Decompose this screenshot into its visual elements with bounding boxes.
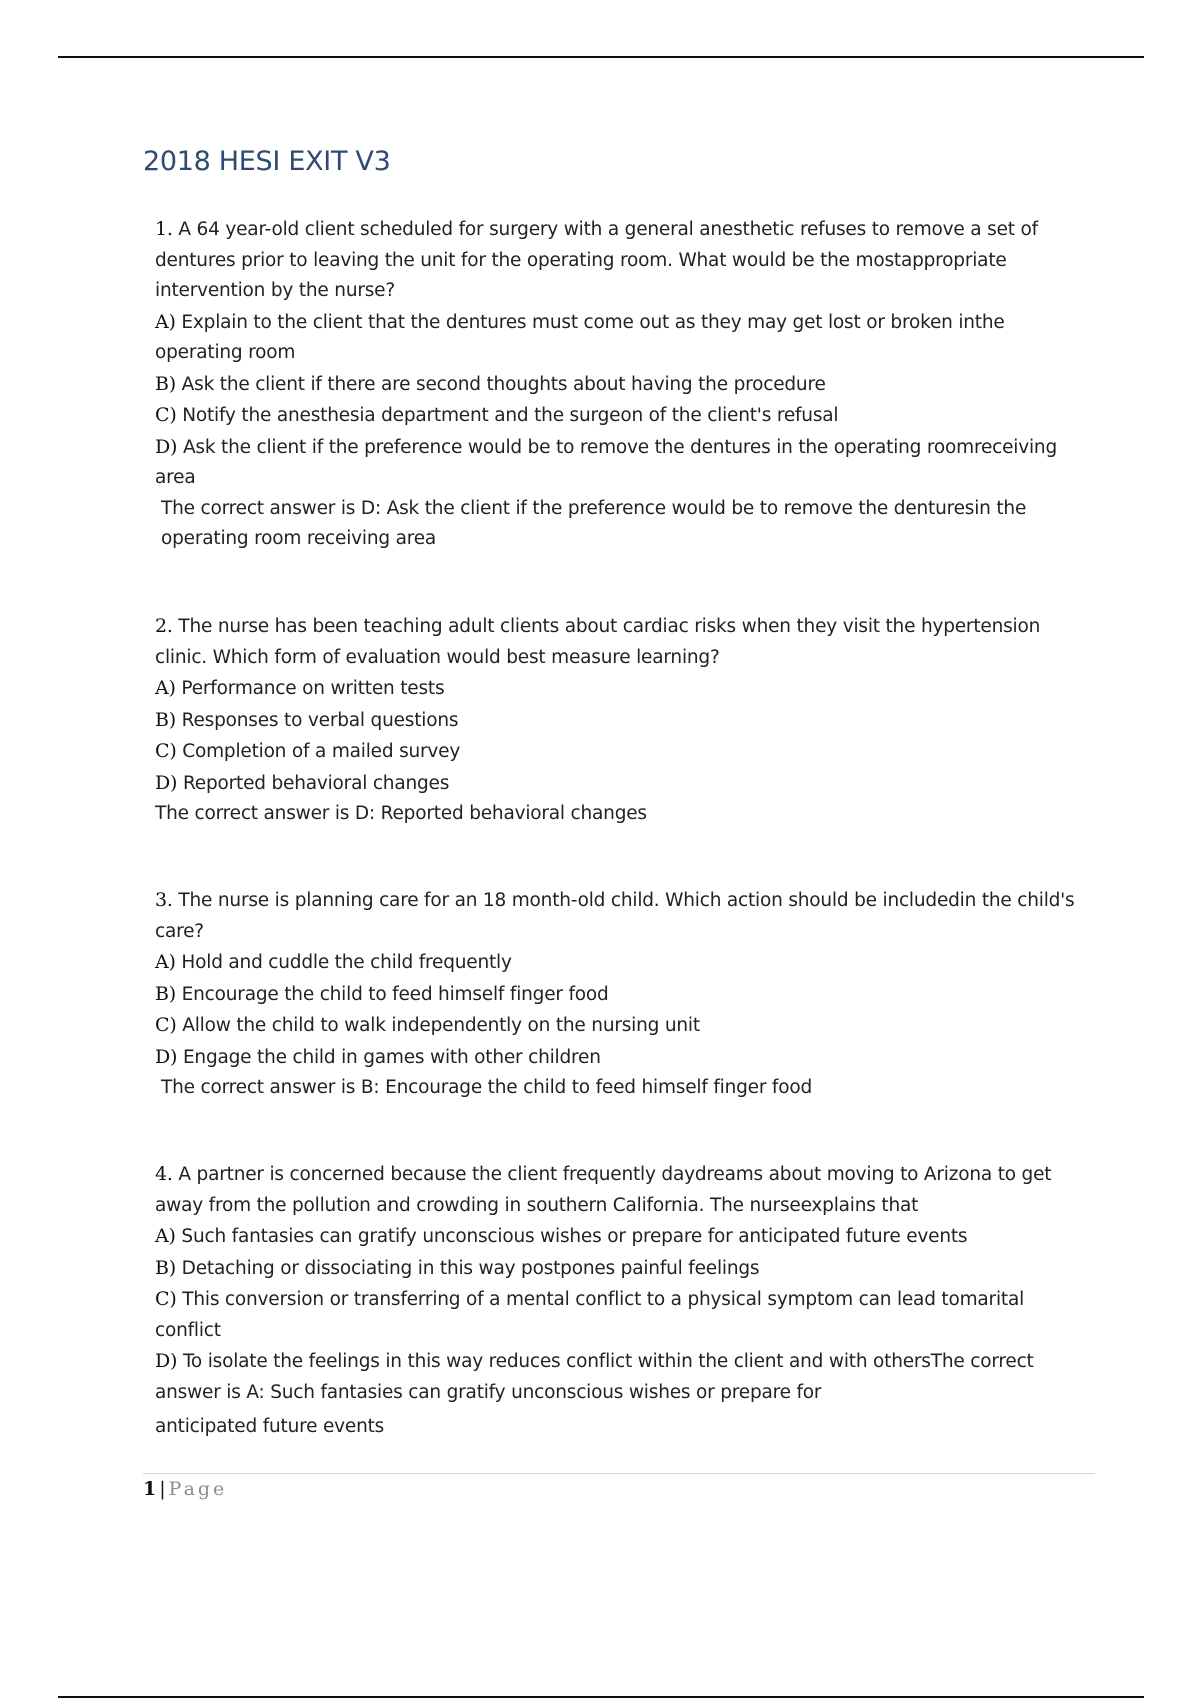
footer-rule (143, 1473, 1095, 1474)
option-a (155, 673, 1075, 705)
option-c (155, 736, 1075, 768)
option-letter: D) (155, 1045, 178, 1068)
option-letter: B) (155, 982, 176, 1005)
option-text: To isolate the feelings in this way reduces conflict within the client and with othersThe correct answer is A: Such fantasies can gratify unconscious wishes or prepare for (155, 1351, 1034, 1403)
option-text: Detaching or dissociating in this way postpones painful feelings (181, 1257, 760, 1279)
document-title: 2018 HESI EXIT V3 (143, 146, 391, 177)
option-text: Notify the anesthesia department and the surgeon of the client's refusal (182, 405, 839, 426)
option-letter: C) (155, 404, 177, 426)
correct-answer: The correct answer is D: Reported behavioral changes (155, 803, 647, 824)
option-letter: A) (155, 951, 176, 973)
option-b (155, 369, 1075, 401)
question-stem (155, 611, 1075, 673)
option-text: Engage the child in games with other children (182, 1046, 601, 1068)
question-text: A partner is concerned because the client frequently daydreams about moving to Arizona to get away from the pollution and crowding in southern California. The nurseexplains that (155, 1164, 1052, 1216)
correct-answer: The correct answer is D: Ask the client if the preference would be to remove the denturesin the operating room receiving area (161, 497, 1027, 549)
option-b (155, 1253, 1075, 1285)
question-1 (155, 214, 1075, 555)
option-letter: C) (155, 740, 177, 762)
option-b (155, 979, 1075, 1011)
top-border-rule (58, 56, 1144, 58)
page-footer (143, 1478, 227, 1500)
option-text: Allow the child to walk independently on the nursing unit (182, 1015, 700, 1036)
option-text: Encourage the child to feed himself finger food (181, 983, 609, 1005)
question-stem (155, 214, 1075, 307)
option-text: Completion of a mailed survey (182, 741, 461, 762)
question-text: A 64 year-old client scheduled for surgery with a general anesthetic refuses to remove a set of dentures prior to leaving the unit for the operating room. What would be the mostappropriate intervention by the nurse? (155, 219, 1038, 301)
page-number: 1 (143, 1478, 157, 1500)
bottom-border-rule (58, 1696, 1144, 1698)
option-text: Ask the client if there are second thoughts about having the procedure (181, 373, 826, 395)
question-number: 4. (155, 1163, 173, 1185)
option-d (155, 1346, 1075, 1408)
option-letter: B) (155, 1256, 176, 1279)
question-2 (155, 611, 1075, 830)
question-number: 1. (155, 218, 173, 240)
question-stem (155, 1159, 1075, 1221)
option-letter: B) (155, 372, 176, 395)
option-d (155, 768, 1075, 800)
page-label: Page (168, 1478, 228, 1500)
question-3 (155, 885, 1075, 1104)
option-text: Hold and cuddle the child frequently (181, 952, 512, 973)
option-text: Explain to the client that the dentures must come out as they may get lost or broken inthe operating room (155, 311, 1005, 363)
option-text: Such fantasies can gratify unconscious wishes or prepare for anticipated future events (181, 1226, 968, 1247)
option-text: Responses to verbal questions (181, 709, 459, 731)
option-a (155, 947, 1075, 979)
option-b (155, 705, 1075, 737)
option-letter: A) (155, 677, 176, 699)
option-c (155, 1010, 1075, 1042)
option-c (155, 400, 1075, 432)
option-a (155, 307, 1075, 369)
option-letter: D) (155, 771, 178, 794)
option-text: This conversion or transferring of a mental conflict to a physical symptom can lead tomarital conflict (155, 1289, 1025, 1341)
question-stem (155, 885, 1075, 947)
question-text: The nurse has been teaching adult clients about cardiac risks when they visit the hypertension clinic. Which form of evaluation would best measure learning? (155, 616, 1041, 668)
option-letter: A) (155, 1225, 176, 1247)
option-d (155, 432, 1075, 494)
question-number: 2. (155, 615, 173, 637)
option-a (155, 1221, 1075, 1253)
option-letter: D) (155, 435, 178, 458)
option-letter: A) (155, 310, 176, 333)
footer-separator: | (159, 1478, 166, 1500)
option-text: Performance on written tests (181, 678, 445, 699)
option-text: Reported behavioral changes (182, 772, 450, 794)
option-letter: D) (155, 1350, 178, 1372)
option-c (155, 1284, 1075, 1346)
question-4 (155, 1159, 1075, 1443)
question-number: 3. (155, 889, 173, 911)
correct-answer: The correct answer is B: Encourage the child to feed himself finger food (161, 1077, 813, 1098)
option-text: Ask the client if the preference would be to remove the dentures in the operating roomreceiving area (155, 436, 1057, 488)
option-d (155, 1042, 1075, 1074)
option-letter: B) (155, 708, 176, 731)
question-text: The nurse is planning care for an 18 month-old child. Which action should be includedin the child's care? (155, 890, 1075, 942)
correct-answer: anticipated future events (155, 1416, 385, 1437)
option-letter: C) (155, 1014, 177, 1036)
option-letter: C) (155, 1288, 177, 1310)
